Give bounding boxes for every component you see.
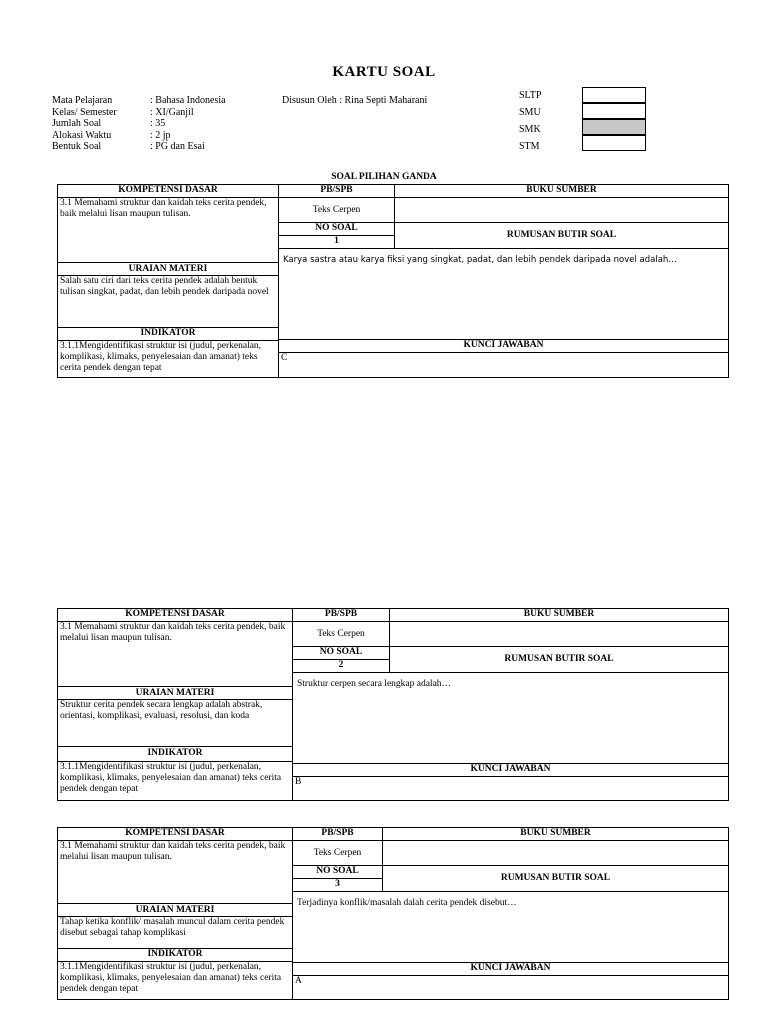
rumusan-text: Terjadinya konflik/masalah dalah cerita pendek disebut… xyxy=(292,891,729,963)
info-value: : 35 xyxy=(150,118,166,129)
rumusan-header: RUMUSAN BUTIR SOAL xyxy=(389,646,729,673)
kunci-value: C xyxy=(278,352,729,378)
nosoal-header: NO SOAL xyxy=(292,865,383,879)
level-box-smu xyxy=(582,103,646,119)
buku-header: BUKU SUMBER xyxy=(382,827,729,841)
indikator-header: INDIKATOR xyxy=(57,746,293,762)
info-value: : XI/Ganjil xyxy=(150,106,194,118)
pbspb-header: PB/SPB xyxy=(292,608,390,622)
uraian-header: URAIAN MATERI xyxy=(57,903,293,917)
level-box-smk xyxy=(582,119,646,135)
info-row xyxy=(52,107,226,119)
info-row xyxy=(52,141,226,153)
info-value: : Bahasa Indonesia xyxy=(150,95,226,106)
info-label: Alokasi Waktu xyxy=(52,129,112,141)
kunci-value: B xyxy=(292,776,729,801)
pbspb-header: PB/SPB xyxy=(278,184,395,198)
header-info xyxy=(52,95,226,153)
level-label-smk: SMK xyxy=(519,124,541,135)
info-label: Kelas/ Semester xyxy=(52,106,117,118)
indikator-header: INDIKATOR xyxy=(57,327,279,341)
indikator-header: INDIKATOR xyxy=(57,948,293,962)
uraian-text: Tahap ketika konflik/ masalah muncul dalam cerita pendek disebut sebagai tahap komplikasi xyxy=(57,916,293,949)
kunci-header: KUNCI JAWABAN xyxy=(278,339,729,353)
section-title: SOAL PILIHAN GANDA xyxy=(331,172,437,182)
rumusan-text: Karya sastra atau karya fiksi yang singkat, padat, dan lebih pendek daripada novel adalah… xyxy=(278,248,729,340)
rumusan-header: RUMUSAN BUTIR SOAL xyxy=(382,865,729,892)
pbspb-value: Teks Cerpen xyxy=(278,197,395,223)
kompetensi-text: 3.1 Memahami struktur dan kaidah teks cerita pendek, baik melalui lisan maupun tulisan. xyxy=(57,840,293,904)
rumusan-header: RUMUSAN BUTIR SOAL xyxy=(394,222,729,249)
buku-value xyxy=(394,197,729,223)
level-label-smu: SMU xyxy=(519,107,541,118)
nosoal-value: 1 xyxy=(278,235,395,249)
kunci-header: KUNCI JAWABAN xyxy=(292,962,729,976)
info-label: Bentuk Soal xyxy=(52,141,102,152)
info-value: : PG dan Esai xyxy=(150,141,205,152)
kompetensi-header: KOMPETENSI DASAR xyxy=(57,827,293,841)
kompetensi-text: 3.1 Memahami struktur dan kaidah teks cerita pendek, baik melalui lisan maupun tulisan. xyxy=(57,197,279,263)
level-box-stm xyxy=(582,135,646,151)
level-box-sltp xyxy=(582,87,646,103)
uraian-header: URAIAN MATERI xyxy=(57,686,293,700)
page-title: KARTU SOAL xyxy=(332,64,436,80)
rumusan-text: Struktur cerpen secara lengkap adalah… xyxy=(292,672,729,764)
kompetensi-header: KOMPETENSI DASAR xyxy=(57,184,279,198)
level-label-stm: STM xyxy=(519,141,540,152)
buku-header: BUKU SUMBER xyxy=(394,184,729,198)
indikator-text: 3.1.1Mengidentifikasi struktur isi (judul, perkenalan, komplikasi, klimaks, penyelesaian dan amanat) teks cerita pendek dengan tepat xyxy=(57,340,279,378)
pbspb-header: PB/SPB xyxy=(292,827,383,841)
uraian-text: Struktur cerita pendek secara lengkap adalah abstrak, orientasi, komplikasi, evaluasi, resolusi, dan koda xyxy=(57,699,293,747)
buku-header: BUKU SUMBER xyxy=(389,608,729,622)
pbspb-value: Teks Cerpen xyxy=(292,840,383,866)
level-label-sltp: SLTP xyxy=(519,90,542,101)
nosoal-header: NO SOAL xyxy=(292,646,390,660)
kompetensi-header: KOMPETENSI DASAR xyxy=(57,608,293,622)
uraian-header: URAIAN MATERI xyxy=(57,262,279,276)
info-label: Mata Pelajaran xyxy=(52,95,113,106)
indikator-text: 3.1.1Mengidentifikasi struktur isi (judul, perkenalan, komplikasi, klimaks, penyelesaian dan amanat) teks cerita pendek dengan tepat xyxy=(57,961,293,1000)
info-label: Jumlah Soal xyxy=(52,118,102,129)
buku-value xyxy=(389,621,729,647)
question-card-3 xyxy=(57,827,729,1000)
kunci-header: KUNCI JAWABAN xyxy=(292,763,729,777)
nosoal-header: NO SOAL xyxy=(278,222,395,236)
question-card-1 xyxy=(57,184,729,378)
pbspb-value: Teks Cerpen xyxy=(292,621,390,647)
uraian-text: Salah satu ciri dari teks cerita pendek adalah bentuk tulisan singkat, padat, dan lebih pendek daripada novel xyxy=(57,275,279,328)
info-row xyxy=(52,95,226,107)
info-row xyxy=(52,130,226,142)
nosoal-value: 2 xyxy=(292,659,390,673)
info-row xyxy=(52,118,226,130)
indikator-text: 3.1.1Mengidentifikasi struktur isi (judul, perkenalan, komplikasi, klimaks, penyelesaian dan amanat) teks cerita pendek dengan tepat xyxy=(57,761,293,801)
question-card-2 xyxy=(57,608,729,801)
kompetensi-text: 3.1 Memahami struktur dan kaidah teks cerita pendek, baik melalui lisan maupun tulisan. xyxy=(57,621,293,687)
info-value: : 2 jp xyxy=(150,129,171,141)
nosoal-value: 3 xyxy=(292,878,383,892)
kunci-value: A xyxy=(292,975,729,1000)
author: Disusun Oleh : Rina Septi Maharani xyxy=(282,95,428,106)
buku-value xyxy=(382,840,729,866)
